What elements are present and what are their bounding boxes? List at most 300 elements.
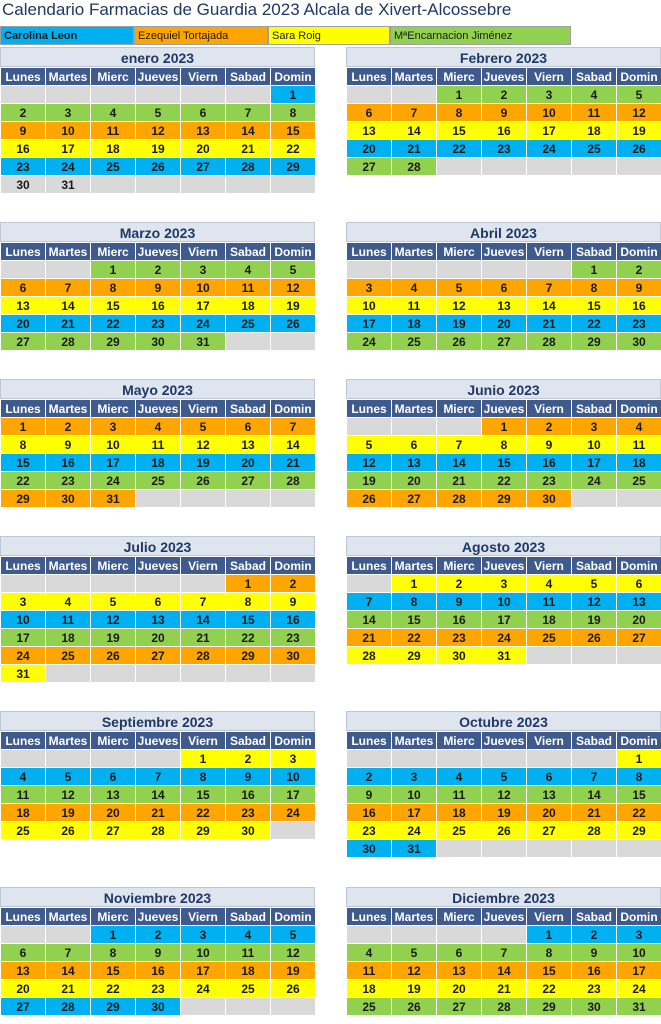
day-cell: 27 <box>226 472 271 490</box>
day-cell: 20 <box>527 804 572 822</box>
day-cell: 9 <box>527 436 572 454</box>
empty-cell <box>617 647 661 665</box>
day-cell: 31 <box>617 998 661 1016</box>
day-cell: 20 <box>136 629 181 647</box>
empty-cell <box>226 665 271 683</box>
empty-cell <box>46 86 91 104</box>
day-cell: 2 <box>437 575 482 593</box>
day-cell: 29 <box>91 333 136 351</box>
empty-cell <box>572 490 617 508</box>
day-cell: 8 <box>482 436 527 454</box>
day-cell: 14 <box>437 454 482 472</box>
day-cell: 4 <box>1 768 46 786</box>
weekday-label: Domin <box>271 243 316 261</box>
weekday-label: Lunes <box>1 557 46 575</box>
day-cell: 4 <box>46 593 91 611</box>
day-cell: 4 <box>437 768 482 786</box>
day-cell: 25 <box>572 140 617 158</box>
empty-cell <box>437 750 482 768</box>
day-cell: 22 <box>271 140 316 158</box>
weekday-header <box>1 400 316 418</box>
day-cell: 6 <box>347 104 392 122</box>
month-7 <box>0 536 315 683</box>
day-cell: 2 <box>271 575 316 593</box>
empty-cell <box>437 840 482 858</box>
weekday-label: Jueves <box>136 732 181 750</box>
week-row <box>1 665 316 683</box>
week-row <box>347 104 661 122</box>
day-cell: 18 <box>527 611 572 629</box>
weekday-header <box>347 68 661 86</box>
month-table <box>346 67 661 176</box>
day-cell: 7 <box>527 279 572 297</box>
week-row <box>1 629 316 647</box>
day-cell: 5 <box>437 279 482 297</box>
week-row <box>1 158 316 176</box>
day-cell: 15 <box>572 297 617 315</box>
day-cell: 7 <box>437 436 482 454</box>
day-cell: 22 <box>437 140 482 158</box>
day-cell: 13 <box>437 962 482 980</box>
week-row <box>347 333 661 351</box>
weekday-label: Viern <box>527 557 572 575</box>
day-cell: 18 <box>226 962 271 980</box>
day-cell: 11 <box>226 279 271 297</box>
day-cell: 21 <box>482 980 527 998</box>
weekday-label: Jueves <box>136 243 181 261</box>
week-row <box>347 490 661 508</box>
day-cell: 1 <box>527 926 572 944</box>
empty-cell <box>226 176 271 194</box>
weekday-label: Domin <box>617 243 661 261</box>
day-cell: 26 <box>181 472 226 490</box>
day-cell: 8 <box>437 104 482 122</box>
day-cell: 25 <box>226 315 271 333</box>
weekday-label: Jueves <box>136 557 181 575</box>
day-cell: 3 <box>482 575 527 593</box>
day-cell: 17 <box>572 454 617 472</box>
empty-cell <box>527 750 572 768</box>
day-cell: 6 <box>181 104 226 122</box>
day-cell: 3 <box>1 593 46 611</box>
weekday-label: Lunes <box>347 557 392 575</box>
weekday-label: Martes <box>46 908 91 926</box>
day-cell: 27 <box>392 490 437 508</box>
day-cell: 13 <box>91 786 136 804</box>
day-cell: 18 <box>437 804 482 822</box>
weekday-label: Lunes <box>347 400 392 418</box>
weekday-label: Martes <box>392 732 437 750</box>
empty-cell <box>527 158 572 176</box>
day-cell: 28 <box>572 822 617 840</box>
day-cell: 13 <box>226 436 271 454</box>
weekday-label: Martes <box>46 243 91 261</box>
weekday-header <box>1 908 316 926</box>
week-row <box>347 980 661 998</box>
day-cell: 21 <box>527 315 572 333</box>
empty-cell <box>1 575 46 593</box>
weekday-label: Domin <box>271 68 316 86</box>
day-cell: 15 <box>91 297 136 315</box>
day-cell: 28 <box>46 333 91 351</box>
day-cell: 10 <box>181 944 226 962</box>
day-cell: 25 <box>91 158 136 176</box>
weekday-label: Domin <box>271 732 316 750</box>
week-row <box>1 768 316 786</box>
day-cell: 12 <box>91 611 136 629</box>
day-cell: 20 <box>1 980 46 998</box>
week-row <box>347 962 661 980</box>
day-cell: 29 <box>181 822 226 840</box>
day-cell: 17 <box>91 454 136 472</box>
day-cell: 11 <box>136 436 181 454</box>
day-cell: 21 <box>572 804 617 822</box>
day-cell: 2 <box>1 104 46 122</box>
day-cell: 12 <box>271 279 316 297</box>
week-row <box>347 279 661 297</box>
weekday-label: Martes <box>392 908 437 926</box>
empty-cell <box>392 750 437 768</box>
week-row <box>1 454 316 472</box>
weekday-label: Jueves <box>482 68 527 86</box>
week-row <box>347 418 661 436</box>
day-cell: 22 <box>392 629 437 647</box>
day-cell: 4 <box>136 418 181 436</box>
month-table <box>346 242 661 351</box>
day-cell: 17 <box>271 786 316 804</box>
day-cell: 16 <box>437 611 482 629</box>
day-cell: 24 <box>46 158 91 176</box>
day-cell: 3 <box>617 926 661 944</box>
day-cell: 23 <box>1 158 46 176</box>
weekday-label: Sabad <box>572 400 617 418</box>
week-row <box>347 122 661 140</box>
empty-cell <box>136 490 181 508</box>
legend-ezequiel-tortajada: Ezequiel Tortajada <box>134 26 268 45</box>
day-cell: 19 <box>572 611 617 629</box>
weekday-label: Viern <box>181 68 226 86</box>
empty-cell <box>482 840 527 858</box>
weekday-label: Jueves <box>482 400 527 418</box>
day-cell: 10 <box>181 279 226 297</box>
day-cell: 10 <box>1 611 46 629</box>
day-cell: 15 <box>527 962 572 980</box>
day-cell: 7 <box>226 104 271 122</box>
day-cell: 4 <box>91 104 136 122</box>
week-row <box>347 750 661 768</box>
day-cell: 10 <box>91 436 136 454</box>
day-cell: 3 <box>527 86 572 104</box>
day-cell: 23 <box>136 315 181 333</box>
day-cell: 9 <box>437 593 482 611</box>
day-cell: 29 <box>572 333 617 351</box>
empty-cell <box>271 822 316 840</box>
month-title: Julio 2023 <box>0 536 315 556</box>
day-cell: 26 <box>46 822 91 840</box>
empty-cell <box>572 840 617 858</box>
empty-cell <box>437 926 482 944</box>
day-cell: 2 <box>482 86 527 104</box>
month-table <box>0 67 316 194</box>
empty-cell <box>271 665 316 683</box>
month-3 <box>0 222 315 351</box>
empty-cell <box>271 333 316 351</box>
week-row <box>1 279 316 297</box>
day-cell: 5 <box>136 104 181 122</box>
month-4 <box>346 222 661 351</box>
day-cell: 26 <box>271 315 316 333</box>
day-cell: 13 <box>136 611 181 629</box>
day-cell: 8 <box>271 104 316 122</box>
day-cell: 29 <box>527 998 572 1016</box>
weekday-label: Mierc <box>91 243 136 261</box>
week-row <box>347 786 661 804</box>
day-cell: 5 <box>271 261 316 279</box>
empty-cell <box>347 575 392 593</box>
day-cell: 3 <box>572 418 617 436</box>
week-row <box>347 840 661 858</box>
month-title: enero 2023 <box>0 47 315 67</box>
week-row <box>1 575 316 593</box>
day-cell: 26 <box>572 629 617 647</box>
day-cell: 1 <box>91 926 136 944</box>
day-cell: 30 <box>572 998 617 1016</box>
week-row <box>1 140 316 158</box>
day-cell: 6 <box>617 575 661 593</box>
week-row <box>347 140 661 158</box>
day-cell: 8 <box>572 279 617 297</box>
weekday-label: Mierc <box>91 400 136 418</box>
day-cell: 7 <box>46 279 91 297</box>
day-cell: 1 <box>617 750 661 768</box>
month-title: Marzo 2023 <box>0 222 315 242</box>
empty-cell <box>91 176 136 194</box>
day-cell: 12 <box>437 297 482 315</box>
weekday-label: Lunes <box>347 732 392 750</box>
day-cell: 16 <box>347 804 392 822</box>
day-cell: 3 <box>181 261 226 279</box>
week-row <box>1 944 316 962</box>
day-cell: 31 <box>46 176 91 194</box>
day-cell: 21 <box>226 140 271 158</box>
day-cell: 12 <box>347 454 392 472</box>
weekday-header <box>1 732 316 750</box>
week-row <box>347 315 661 333</box>
day-cell: 22 <box>91 315 136 333</box>
day-cell: 6 <box>527 768 572 786</box>
day-cell: 28 <box>437 490 482 508</box>
weekday-label: Viern <box>527 68 572 86</box>
day-cell: 30 <box>226 822 271 840</box>
day-cell: 29 <box>617 822 661 840</box>
month-title: Febrero 2023 <box>346 47 661 67</box>
day-cell: 24 <box>1 647 46 665</box>
day-cell: 30 <box>1 176 46 194</box>
day-cell: 26 <box>347 490 392 508</box>
weekday-label: Viern <box>181 557 226 575</box>
day-cell: 9 <box>136 944 181 962</box>
day-cell: 8 <box>617 768 661 786</box>
empty-cell <box>1 926 46 944</box>
week-row <box>347 768 661 786</box>
week-row <box>1 593 316 611</box>
day-cell: 18 <box>572 122 617 140</box>
day-cell: 4 <box>226 926 271 944</box>
week-row <box>347 86 661 104</box>
day-cell: 5 <box>91 593 136 611</box>
day-cell: 20 <box>1 315 46 333</box>
day-cell: 13 <box>347 122 392 140</box>
day-cell: 30 <box>437 647 482 665</box>
weekday-label: Sabad <box>226 68 271 86</box>
week-row <box>347 611 661 629</box>
day-cell: 12 <box>482 786 527 804</box>
month-title: Agosto 2023 <box>346 536 661 556</box>
weekday-label: Lunes <box>1 400 46 418</box>
day-cell: 27 <box>1 998 46 1016</box>
month-11 <box>0 887 315 1016</box>
day-cell: 3 <box>347 279 392 297</box>
day-cell: 1 <box>181 750 226 768</box>
day-cell: 12 <box>392 962 437 980</box>
day-cell: 21 <box>46 315 91 333</box>
day-cell: 14 <box>136 786 181 804</box>
weekday-label: Mierc <box>91 732 136 750</box>
weekday-header <box>1 557 316 575</box>
empty-cell <box>347 86 392 104</box>
day-cell: 20 <box>226 454 271 472</box>
weekday-label: Martes <box>392 557 437 575</box>
day-cell: 26 <box>136 158 181 176</box>
empty-cell <box>91 575 136 593</box>
weekday-label: Lunes <box>1 68 46 86</box>
empty-cell <box>91 750 136 768</box>
weekday-label: Sabad <box>226 243 271 261</box>
day-cell: 9 <box>482 104 527 122</box>
day-cell: 24 <box>482 629 527 647</box>
day-cell: 14 <box>347 611 392 629</box>
day-cell: 2 <box>46 418 91 436</box>
day-cell: 30 <box>527 490 572 508</box>
weekday-label: Mierc <box>91 908 136 926</box>
week-row <box>1 261 316 279</box>
empty-cell <box>572 647 617 665</box>
day-cell: 16 <box>46 454 91 472</box>
day-cell: 19 <box>46 804 91 822</box>
month-table <box>0 399 316 508</box>
day-cell: 26 <box>91 647 136 665</box>
weekday-label: Sabad <box>226 908 271 926</box>
day-cell: 29 <box>1 490 46 508</box>
day-cell: 24 <box>181 315 226 333</box>
day-cell: 7 <box>482 944 527 962</box>
week-row <box>1 786 316 804</box>
empty-cell <box>347 418 392 436</box>
day-cell: 1 <box>226 575 271 593</box>
day-cell: 23 <box>572 980 617 998</box>
day-cell: 17 <box>527 122 572 140</box>
month-title: Abril 2023 <box>346 222 661 242</box>
day-cell: 24 <box>527 140 572 158</box>
day-cell: 2 <box>617 261 661 279</box>
day-cell: 25 <box>1 822 46 840</box>
month-table <box>346 556 661 665</box>
month-2 <box>346 47 661 176</box>
day-cell: 25 <box>437 822 482 840</box>
week-row <box>347 647 661 665</box>
day-cell: 5 <box>392 944 437 962</box>
empty-cell <box>617 158 661 176</box>
day-cell: 7 <box>392 104 437 122</box>
day-cell: 5 <box>572 575 617 593</box>
weekday-label: Domin <box>271 400 316 418</box>
day-cell: 25 <box>136 472 181 490</box>
day-cell: 28 <box>136 822 181 840</box>
week-row <box>1 122 316 140</box>
day-cell: 23 <box>617 315 661 333</box>
legend-encarnacion-jimenez: MªEncarnacion Jiménez <box>390 26 571 45</box>
empty-cell <box>181 665 226 683</box>
weekday-label: Martes <box>46 557 91 575</box>
day-cell: 16 <box>271 611 316 629</box>
weekday-label: Domin <box>617 68 661 86</box>
day-cell: 23 <box>271 629 316 647</box>
empty-cell <box>226 998 271 1016</box>
day-cell: 15 <box>1 454 46 472</box>
empty-cell <box>347 261 392 279</box>
day-cell: 6 <box>1 944 46 962</box>
day-cell: 27 <box>136 647 181 665</box>
day-cell: 22 <box>617 804 661 822</box>
empty-cell <box>1 261 46 279</box>
day-cell: 31 <box>482 647 527 665</box>
day-cell: 11 <box>572 104 617 122</box>
day-cell: 1 <box>271 86 316 104</box>
day-cell: 2 <box>136 261 181 279</box>
day-cell: 29 <box>91 998 136 1016</box>
day-cell: 7 <box>136 768 181 786</box>
week-row <box>1 750 316 768</box>
day-cell: 19 <box>617 122 661 140</box>
day-cell: 15 <box>392 611 437 629</box>
day-cell: 3 <box>271 750 316 768</box>
weekday-label: Sabad <box>226 732 271 750</box>
day-cell: 19 <box>181 454 226 472</box>
day-cell: 11 <box>91 122 136 140</box>
month-6 <box>346 379 661 508</box>
week-row <box>1 998 316 1016</box>
weekday-label: Mierc <box>437 243 482 261</box>
weekday-label: Mierc <box>437 400 482 418</box>
empty-cell <box>527 840 572 858</box>
day-cell: 15 <box>181 786 226 804</box>
empty-cell <box>617 840 661 858</box>
day-cell: 20 <box>91 804 136 822</box>
day-cell: 26 <box>617 140 661 158</box>
week-row <box>347 575 661 593</box>
empty-cell <box>1 750 46 768</box>
day-cell: 13 <box>617 593 661 611</box>
week-row <box>347 436 661 454</box>
day-cell: 28 <box>482 998 527 1016</box>
day-cell: 11 <box>392 297 437 315</box>
week-row <box>1 962 316 980</box>
empty-cell <box>527 261 572 279</box>
day-cell: 26 <box>437 333 482 351</box>
empty-cell <box>91 86 136 104</box>
day-cell: 14 <box>392 122 437 140</box>
day-cell: 31 <box>181 333 226 351</box>
